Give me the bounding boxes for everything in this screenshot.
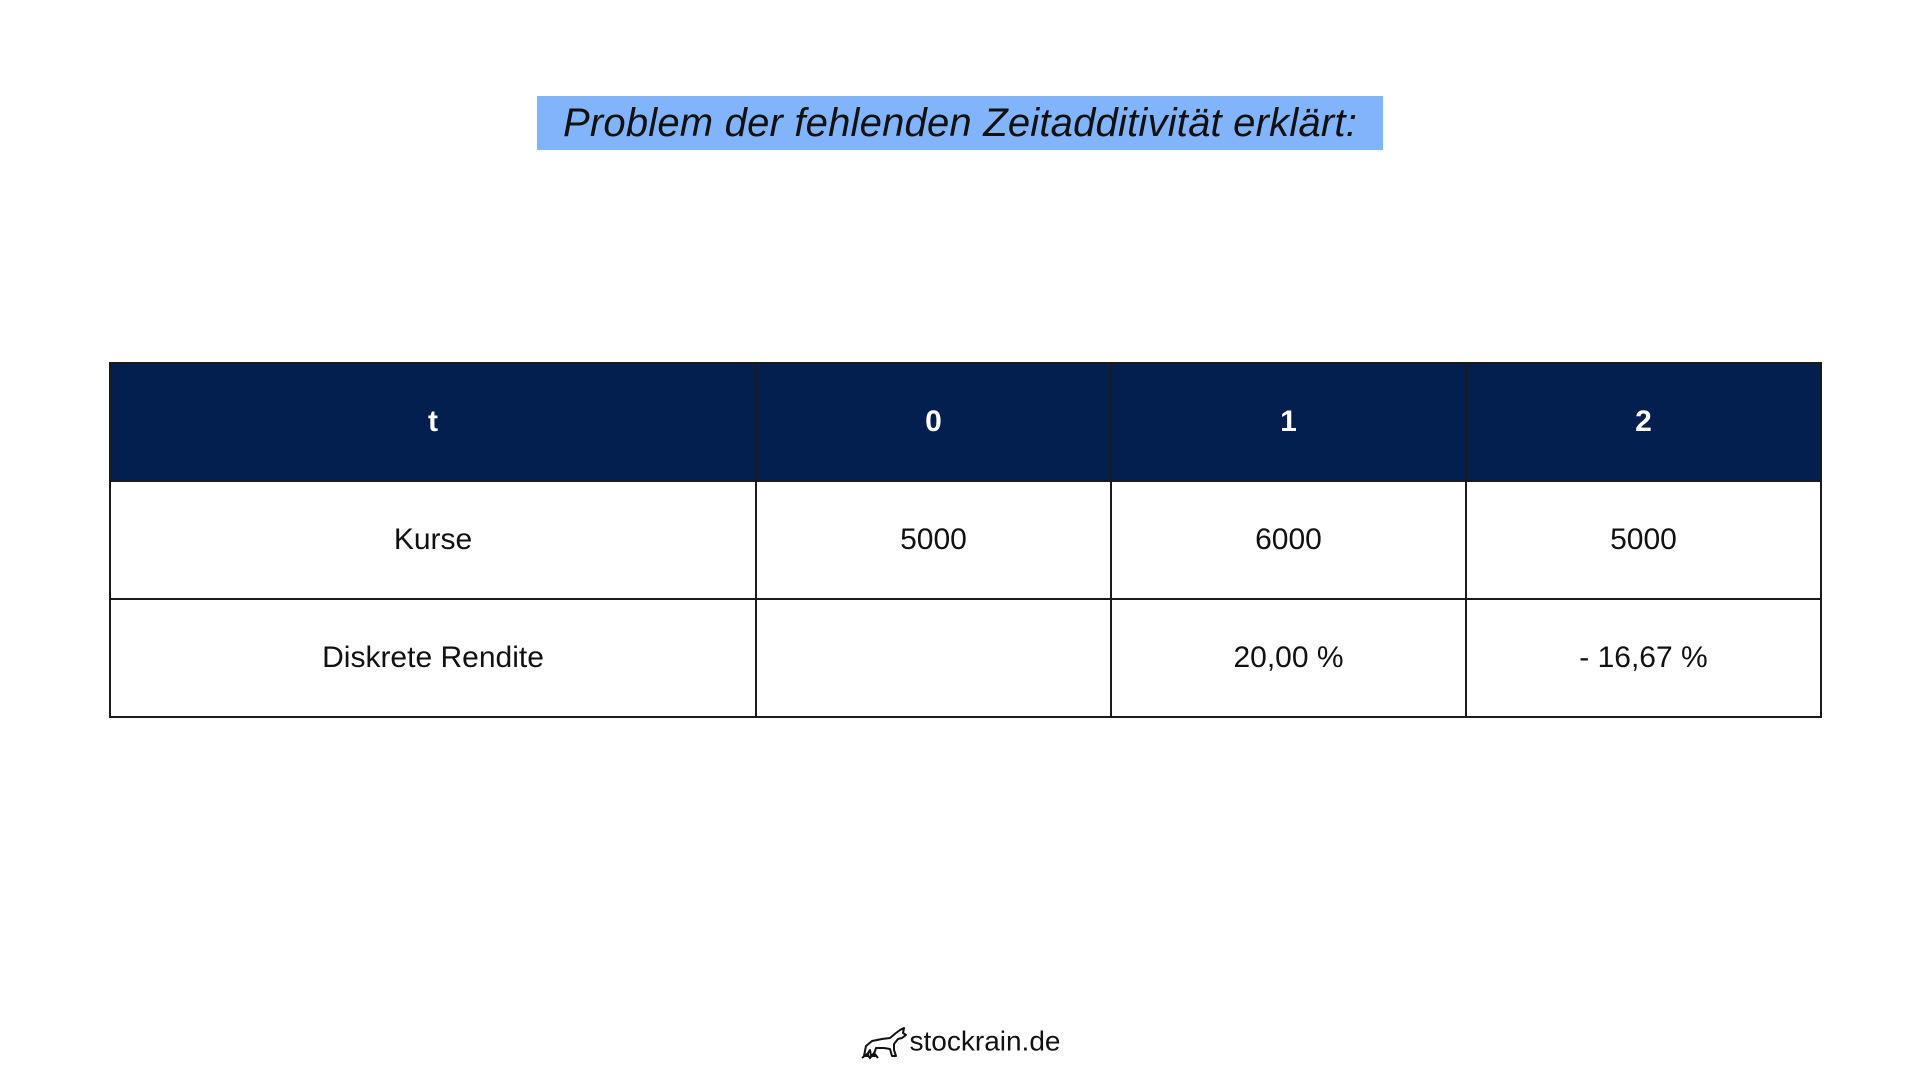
table-header-row	[110, 363, 1821, 481]
table-cell: 6000	[1111, 481, 1466, 599]
table-row	[110, 481, 1821, 599]
table-cell: 5000	[1466, 481, 1821, 599]
table-cell: 20,00 %	[1111, 599, 1466, 717]
returns-table	[109, 362, 1822, 718]
row-label-diskrete-rendite: Diskrete Rendite	[110, 599, 756, 717]
page-title: Problem der fehlenden Zeitadditivität erklärt:	[537, 96, 1383, 150]
title-container	[0, 96, 1920, 150]
header-cell-1: 1	[1111, 363, 1466, 481]
header-cell-t: t	[110, 363, 756, 481]
bull-icon	[860, 1024, 910, 1060]
row-label-kurse: Kurse	[110, 481, 756, 599]
header-cell-2: 2	[1466, 363, 1821, 481]
table-cell: - 16,67 %	[1466, 599, 1821, 717]
table-cell: 5000	[756, 481, 1111, 599]
brand-text: stockrain.de	[909, 1025, 1061, 1057]
table-row	[110, 599, 1821, 717]
header-cell-0: 0	[756, 363, 1111, 481]
table-cell	[756, 599, 1111, 717]
brand-footer	[0, 1022, 1920, 1060]
